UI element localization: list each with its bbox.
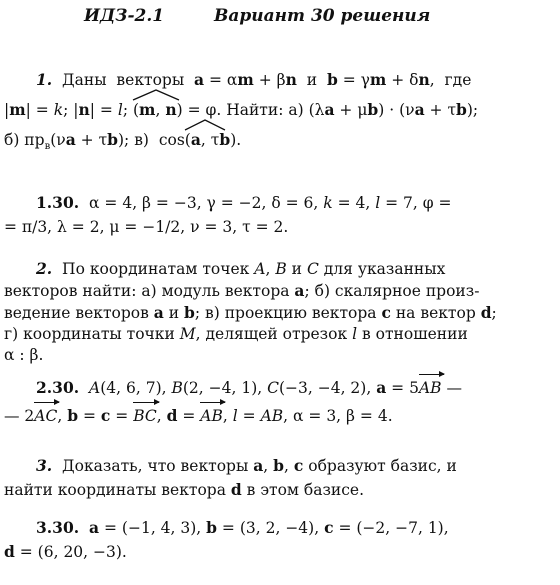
task-2-line-5: α : β.	[4, 346, 44, 364]
task-2	[4, 258, 536, 366]
task-2-data	[4, 374, 536, 430]
task-1-data-line-1: 1.30. α = 4, β = −3, γ = −2, δ = 6, k = 4, l = 7, φ =	[36, 193, 452, 212]
task-1-line-3: б) $пр_в(\nu a + \tau b)$; в) cos (a, τb).	[4, 128, 536, 159]
task-3-data-line-1: 3.30. a = (−1, 4, 3), b = (3, 2, −4), c = (−2, −7, 1),	[36, 518, 449, 537]
variant-title: Вариант 30 решения	[214, 6, 431, 26]
task-2-data-line-2: — 2AC, b = c = BC, d = AB, l = AB, α = 3, β = 4.	[4, 402, 536, 430]
task-1-data	[4, 191, 536, 239]
task-3	[4, 454, 536, 502]
task-1-line-2: |m| = k; |n| = l; (m, n) = φ. Найти: а) (λa + μb) · (νa + τb);	[4, 98, 536, 122]
task-2-line-1: 2. По координатам точек A, B и C для указанных	[36, 259, 446, 278]
task-1-line-1	[4, 68, 536, 92]
task-1-data-number: 1.30.	[36, 193, 80, 212]
header	[0, 6, 560, 32]
task-2-line-4: г) координаты точки M, делящей отрезок l в отношении	[4, 325, 468, 343]
assignment-title: ИДЗ-2.1	[84, 6, 165, 26]
task-3-data	[4, 516, 536, 564]
task-2-line-2: векторов найти: а) модуль вектора a; б) скалярное произ-	[4, 281, 480, 300]
task-1-data-line-2: = π/3, λ = 2, μ = −1/2, ν = 3, τ = 2.	[4, 218, 289, 236]
task-3-data-line-2: d = (6, 20, −3).	[4, 542, 127, 561]
task-1-text-1: Даны векторы a = αm + βn и b = γm + δn, где	[57, 70, 472, 89]
angle-hat-mn: (m, n)	[133, 98, 183, 122]
task-1-number: 1.	[36, 70, 53, 89]
task-2-data-line-1: 2.30. A(4, 6, 7), B(2, −4, 1), C(−3, −4, 2), a = 5AB —	[4, 374, 536, 402]
task-1	[4, 68, 536, 159]
task-2-number: 2.	[36, 259, 53, 278]
task-3-line-1: 3. Доказать, что векторы a, b, c образуют базис, и	[36, 456, 457, 475]
task-3-line-2: найти координаты вектора d в этом базисе.	[4, 480, 365, 499]
task-3-number: 3.	[36, 456, 53, 475]
angle-hat-ab: (a, τb)	[185, 128, 236, 152]
task-2-data-number: 2.30.	[36, 378, 80, 397]
task-2-line-3: ведение векторов a и b; в) проекцию вектора c на вектор d;	[4, 303, 497, 322]
task-3-data-number: 3.30.	[36, 518, 80, 537]
